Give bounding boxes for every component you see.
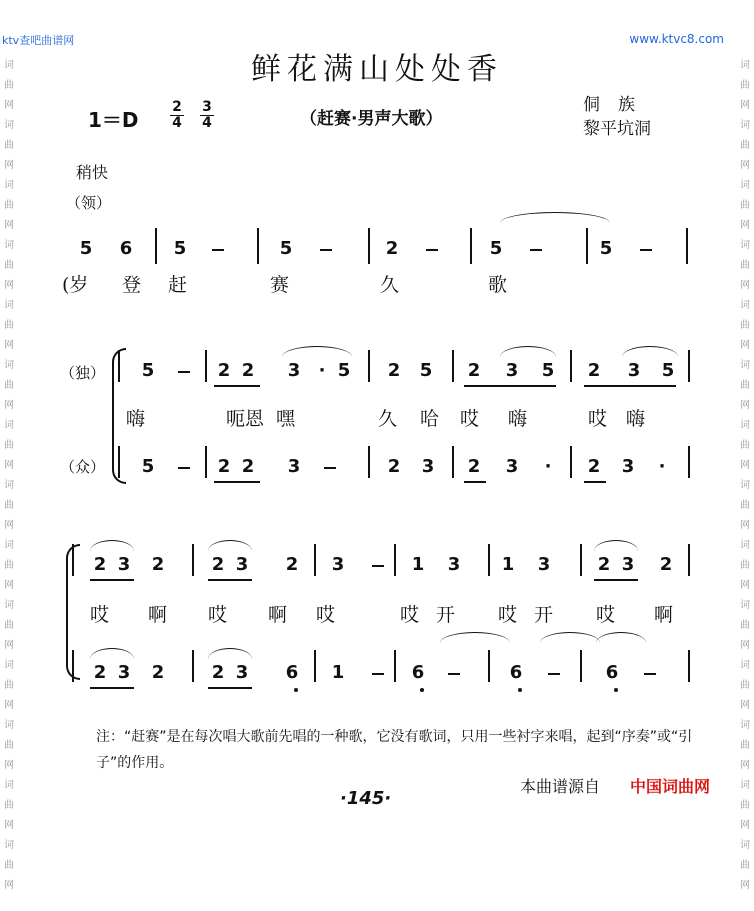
lyric: 登 <box>122 274 142 296</box>
note: 3 <box>505 360 519 381</box>
underline <box>214 481 260 483</box>
note: 5 <box>541 360 555 381</box>
barline <box>118 350 120 382</box>
note: 2 <box>241 360 255 381</box>
dot-mark: · <box>544 456 552 477</box>
note: 1 <box>331 662 345 683</box>
watermark-glyph: 词 <box>4 540 14 551</box>
watermark-glyph: 曲 <box>4 620 14 631</box>
watermark-glyph: 曲 <box>4 800 14 811</box>
watermark-glyph: 曲 <box>740 500 750 511</box>
note: 2 <box>93 554 107 575</box>
barline <box>205 350 207 382</box>
note: 2 <box>587 360 601 381</box>
watermark-glyph: 网 <box>740 220 750 231</box>
underline <box>584 385 676 387</box>
slur <box>208 540 252 551</box>
low-octave-dot <box>420 688 424 692</box>
barline <box>452 446 454 478</box>
watermark-glyph: 网 <box>4 100 14 111</box>
watermark-glyph: 曲 <box>740 200 750 211</box>
watermark-glyph: 曲 <box>740 620 750 631</box>
note: 6 <box>605 662 619 683</box>
low-octave-dot <box>518 688 522 692</box>
watermark-glyph: 曲 <box>4 380 14 391</box>
watermark-glyph: 词 <box>4 660 14 671</box>
lyric: 哎 <box>498 604 518 626</box>
watermark-glyph: 网 <box>740 520 750 531</box>
barline <box>488 544 490 576</box>
barline <box>394 650 396 682</box>
low-octave-dot <box>294 688 298 692</box>
meter-3-4: $\frac{3}{4}$ <box>200 100 214 131</box>
watermark-glyph: 词 <box>740 600 750 611</box>
watermark-glyph: 网 <box>740 280 750 291</box>
label-solo: （独） <box>60 364 106 382</box>
note: 2 <box>93 662 107 683</box>
watermark-glyph: 曲 <box>4 500 14 511</box>
label-chorus: （众） <box>60 458 106 476</box>
lyric: 嗨 <box>626 408 646 430</box>
lyric: 哎 <box>588 408 608 430</box>
note: 5 <box>141 456 155 477</box>
barline <box>686 228 688 264</box>
watermark-glyph: 曲 <box>4 80 14 91</box>
slur <box>594 540 638 551</box>
lyric: 嘿 <box>276 408 296 430</box>
note: 6 <box>285 662 299 683</box>
watermark-glyph: 词 <box>740 660 750 671</box>
note: 3 <box>235 662 249 683</box>
credit-origin: 黎平坑洞 <box>583 119 651 139</box>
watermark-glyph: 曲 <box>740 800 750 811</box>
lyric: 哎 <box>596 604 616 626</box>
watermark-glyph: 词 <box>4 420 14 431</box>
watermark-glyph: 词 <box>740 360 750 371</box>
watermark-glyph: 网 <box>4 220 14 231</box>
lyric: (岁 <box>62 274 89 296</box>
watermark-glyph: 网 <box>740 100 750 111</box>
barline <box>688 544 690 576</box>
lyric: 赛 <box>270 274 290 296</box>
lyric: 哎 <box>90 604 110 626</box>
watermark-glyph: 网 <box>740 580 750 591</box>
lyric: 开 <box>436 604 456 626</box>
lyric: 哎 <box>208 604 228 626</box>
watermark-glyph: 词 <box>4 120 14 131</box>
lyric: 开 <box>534 604 554 626</box>
note: 2 <box>211 554 225 575</box>
tempo-marking: 稍快 <box>76 163 109 182</box>
lyric: 久 <box>380 274 400 296</box>
barline <box>394 544 396 576</box>
watermark-glyph: 网 <box>740 820 750 831</box>
key-signature: 1＝D <box>88 108 139 132</box>
watermark-glyph: 曲 <box>4 260 14 271</box>
lyric: 啊 <box>268 604 288 626</box>
watermark-glyph: 词 <box>740 300 750 311</box>
watermark-glyph: 网 <box>4 460 14 471</box>
watermark-glyph: 曲 <box>4 440 14 451</box>
barline <box>580 544 582 576</box>
barline <box>452 350 454 382</box>
underline <box>208 687 252 689</box>
dash-text <box>446 662 462 683</box>
lyric: 久 <box>378 408 398 430</box>
lyric: 哎 <box>400 604 420 626</box>
subtitle: （赶赛·男声大歌） <box>300 109 443 129</box>
watermark-glyph: 网 <box>740 160 750 171</box>
note: 5 <box>419 360 433 381</box>
watermark-glyph: 网 <box>740 880 750 891</box>
watermark-glyph: 网 <box>740 640 750 651</box>
watermark-glyph: 曲 <box>740 740 750 751</box>
watermark-glyph: 词 <box>740 60 750 71</box>
dash-text <box>318 238 334 259</box>
lyric: 嗨 <box>508 408 528 430</box>
barline <box>257 228 259 264</box>
watermark-glyph: 词 <box>740 420 750 431</box>
note: 6 <box>119 238 133 259</box>
watermark-glyph: 词 <box>4 780 14 791</box>
note: 5 <box>661 360 675 381</box>
note: 5 <box>279 238 293 259</box>
note: 2 <box>387 456 401 477</box>
note: 2 <box>217 360 231 381</box>
barline <box>570 350 572 382</box>
watermark-glyph: 曲 <box>740 260 750 271</box>
barline <box>72 650 74 682</box>
dash-text <box>424 238 440 259</box>
watermark-site-right: www.ktvc8.com <box>629 32 724 46</box>
barline <box>368 228 370 264</box>
note: 3 <box>447 554 461 575</box>
note: 2 <box>151 554 165 575</box>
watermark-glyph: 曲 <box>740 860 750 871</box>
watermark-glyph: 曲 <box>4 680 14 691</box>
watermark-glyph: 网 <box>4 700 14 711</box>
watermark-glyph: 词 <box>4 840 14 851</box>
underline <box>208 579 252 581</box>
watermark-glyph: 曲 <box>4 860 14 871</box>
watermark-glyph: 词 <box>740 840 750 851</box>
watermark-glyph: 曲 <box>740 440 750 451</box>
note: 3 <box>235 554 249 575</box>
note: 3 <box>537 554 551 575</box>
watermark-glyph: 网 <box>4 880 14 891</box>
watermark-glyph: 网 <box>740 700 750 711</box>
slur <box>90 540 134 551</box>
note: 3 <box>627 360 641 381</box>
watermark-glyph: 曲 <box>740 320 750 331</box>
slur <box>282 346 352 357</box>
note: 5 <box>173 238 187 259</box>
watermark-glyph: 网 <box>740 340 750 351</box>
barline <box>586 228 588 264</box>
slur <box>540 632 600 643</box>
note: 2 <box>285 554 299 575</box>
note: 3 <box>331 554 345 575</box>
barline <box>580 650 582 682</box>
note: 6 <box>509 662 523 683</box>
slur <box>622 346 678 357</box>
barline <box>155 228 157 264</box>
dash-text <box>176 456 192 477</box>
watermark-left-column <box>2 0 16 911</box>
barline <box>488 650 490 682</box>
barline <box>314 544 316 576</box>
note: 3 <box>117 554 131 575</box>
underline <box>584 481 606 483</box>
meter-2-4: $\frac{2}{4}$ <box>170 100 184 131</box>
watermark-glyph: 词 <box>4 600 14 611</box>
note: 1 <box>411 554 425 575</box>
watermark-glyph: 词 <box>740 240 750 251</box>
note: 2 <box>387 360 401 381</box>
watermark-glyph: 曲 <box>4 200 14 211</box>
watermark-glyph: 网 <box>4 340 14 351</box>
underline <box>464 385 556 387</box>
lyric: 哎 <box>316 604 336 626</box>
lyric: 歌 <box>488 274 508 296</box>
watermark-glyph: 曲 <box>740 80 750 91</box>
watermark-glyph: 网 <box>4 640 14 651</box>
watermark-glyph: 词 <box>4 240 14 251</box>
watermark-glyph: 网 <box>4 400 14 411</box>
underline <box>464 481 486 483</box>
note: 2 <box>659 554 673 575</box>
slur <box>500 212 610 223</box>
watermark-glyph: 曲 <box>4 320 14 331</box>
note: 2 <box>597 554 611 575</box>
watermark-glyph: 词 <box>740 720 750 731</box>
note: 2 <box>151 662 165 683</box>
lyric: 哎 <box>460 408 480 430</box>
lyric: 哈 <box>420 408 440 430</box>
credit-ethnicity: 侗族 <box>583 95 653 115</box>
watermark-glyph: 词 <box>740 120 750 131</box>
watermark-glyph: 网 <box>4 280 14 291</box>
dot-mark: · <box>318 360 326 381</box>
dash-text <box>528 238 544 259</box>
lyric: 赶 <box>168 274 188 296</box>
watermark-glyph: 曲 <box>740 560 750 571</box>
slur <box>440 632 510 643</box>
watermark-glyph: 词 <box>4 300 14 311</box>
note: 5 <box>141 360 155 381</box>
watermark-glyph: 词 <box>4 480 14 491</box>
dot-mark: · <box>658 456 666 477</box>
barline <box>688 350 690 382</box>
watermark-glyph: 网 <box>740 760 750 771</box>
note: 5 <box>489 238 503 259</box>
low-octave-dot <box>614 688 618 692</box>
slur <box>596 632 646 643</box>
note: 3 <box>287 456 301 477</box>
note: 2 <box>467 456 481 477</box>
note: 2 <box>467 360 481 381</box>
watermark-glyph: 曲 <box>4 140 14 151</box>
watermark-glyph: 网 <box>4 760 14 771</box>
watermark-glyph: 曲 <box>740 140 750 151</box>
note: 5 <box>599 238 613 259</box>
dash-text <box>322 456 338 477</box>
watermark-glyph: 网 <box>4 160 14 171</box>
dash-text <box>176 360 192 381</box>
note: 3 <box>505 456 519 477</box>
watermark-glyph: 曲 <box>740 380 750 391</box>
barline <box>72 544 74 576</box>
footnote: 注：“赶赛”是在每次唱大歌前先唱的一种歌，它没有歌词，只用一些衬字来唱，起到“序奏”或“引子”的作用。 <box>96 729 693 771</box>
watermark-glyph: 网 <box>740 460 750 471</box>
dash-text <box>370 554 386 575</box>
note: 3 <box>421 456 435 477</box>
page-number: ·145· <box>340 788 392 809</box>
lyric: 嗨 <box>126 408 146 430</box>
barline <box>470 228 472 264</box>
barline <box>205 446 207 478</box>
watermark-glyph: 曲 <box>4 740 14 751</box>
note: 3 <box>621 554 635 575</box>
barline <box>368 350 370 382</box>
slur <box>90 648 134 659</box>
watermark-glyph: 网 <box>740 400 750 411</box>
barline <box>688 650 690 682</box>
watermark-glyph: 词 <box>4 720 14 731</box>
song-title: 鲜花满山处处香 <box>251 52 503 87</box>
lyric: 啊 <box>654 604 674 626</box>
note: 3 <box>117 662 131 683</box>
barline <box>192 650 194 682</box>
watermark-glyph: 曲 <box>4 560 14 571</box>
slur <box>500 346 556 357</box>
watermark-right-column <box>738 0 752 911</box>
dash-text <box>210 238 226 259</box>
dash-text <box>546 662 562 683</box>
watermark-glyph: 词 <box>4 180 14 191</box>
watermark-glyph: 网 <box>4 580 14 591</box>
source-site: 中国词曲网 <box>630 777 711 796</box>
watermark-glyph: 网 <box>4 520 14 531</box>
note: 3 <box>621 456 635 477</box>
note: 2 <box>385 238 399 259</box>
watermark-glyph: 网 <box>4 820 14 831</box>
barline <box>570 446 572 478</box>
barline <box>688 446 690 478</box>
watermark-glyph: 曲 <box>740 680 750 691</box>
watermark-glyph: 词 <box>740 180 750 191</box>
note: 5 <box>79 238 93 259</box>
note: 2 <box>211 662 225 683</box>
note: 5 <box>337 360 351 381</box>
barline <box>118 446 120 478</box>
note: 6 <box>411 662 425 683</box>
lyric: 啊 <box>148 604 168 626</box>
lyric: 呃恩 <box>226 408 265 430</box>
watermark-glyph: 词 <box>4 360 14 371</box>
watermark-glyph: 词 <box>740 480 750 491</box>
note: 1 <box>501 554 515 575</box>
source-label: 本曲谱源自 <box>520 777 601 796</box>
note: 3 <box>287 360 301 381</box>
barline <box>192 544 194 576</box>
underline <box>90 579 134 581</box>
underline <box>214 385 260 387</box>
slur <box>208 648 252 659</box>
watermark-site-left: ktv查吧曲谱网 <box>2 34 75 47</box>
dash-text <box>370 662 386 683</box>
note: 2 <box>217 456 231 477</box>
watermark-glyph: 词 <box>740 540 750 551</box>
barline <box>368 446 370 478</box>
label-lead: （领） <box>66 194 112 212</box>
dash-text <box>638 238 654 259</box>
watermark-glyph: 词 <box>4 60 14 71</box>
dash-text <box>642 662 658 683</box>
underline <box>594 579 638 581</box>
barline <box>314 650 316 682</box>
watermark-glyph: 词 <box>740 780 750 791</box>
note: 2 <box>241 456 255 477</box>
note: 2 <box>587 456 601 477</box>
underline <box>90 687 134 689</box>
